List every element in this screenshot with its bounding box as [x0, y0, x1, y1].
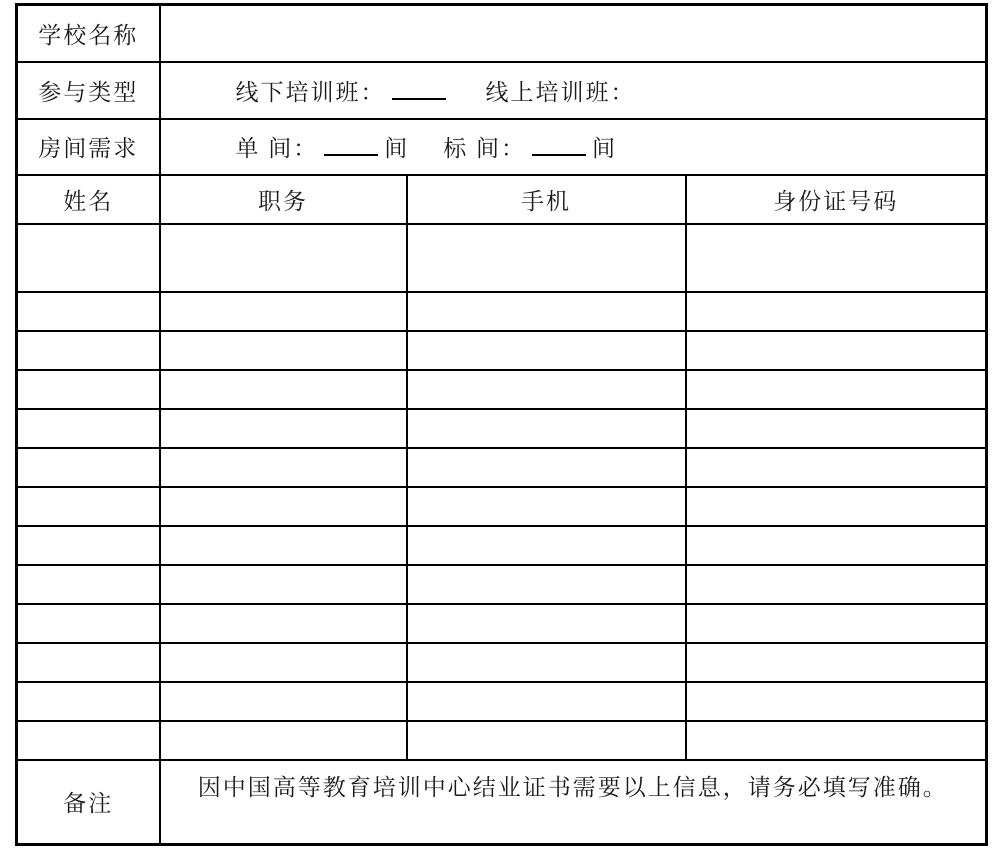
roster-cell	[407, 682, 686, 721]
roster-cell	[407, 604, 686, 643]
roster-cell	[160, 331, 407, 370]
roster-cell	[17, 643, 160, 682]
single-room-blank	[324, 134, 378, 156]
roster-cell	[407, 224, 686, 292]
roster-cell	[686, 409, 987, 448]
roster-cell	[686, 643, 987, 682]
roster-header-id-number: 身份证号码	[686, 175, 987, 224]
roster-row	[17, 331, 987, 370]
online-class-label: 线上培训班：	[485, 79, 636, 105]
roster-cell	[407, 292, 686, 331]
offline-class-blank	[392, 78, 446, 100]
roster-row	[17, 487, 987, 526]
roster-cell	[407, 526, 686, 565]
roster-cell	[686, 292, 987, 331]
standard-room-suffix: 间	[592, 136, 617, 161]
single-room-label: 单 间：	[235, 136, 319, 161]
roster-cell	[17, 487, 160, 526]
roster-cell	[160, 370, 407, 409]
roster-cell	[160, 565, 407, 604]
school-name-value-cell	[160, 5, 987, 62]
roster-cell	[686, 487, 987, 526]
roster-row	[17, 448, 987, 487]
roster-row	[17, 292, 987, 331]
roster-cell	[686, 224, 987, 292]
roster-cell	[17, 604, 160, 643]
single-room-suffix: 间	[384, 136, 410, 161]
roster-cell	[17, 448, 160, 487]
roster-cell	[17, 224, 160, 292]
roster-cell	[407, 409, 686, 448]
roster-cell	[686, 682, 987, 721]
remark-row	[17, 760, 987, 845]
roster-cell	[17, 409, 160, 448]
roster-cell	[686, 448, 987, 487]
roster-cell	[686, 526, 987, 565]
room-requirement-content-cell	[160, 119, 987, 175]
roster-row	[17, 409, 987, 448]
roster-cell	[160, 643, 407, 682]
roster-row	[17, 682, 987, 721]
roster-cell	[686, 604, 987, 643]
roster-header-name: 姓名	[17, 175, 160, 224]
remark-label: 备注	[17, 760, 160, 845]
registration-form-table	[15, 3, 988, 846]
roster-cell	[686, 370, 987, 409]
roster-cell	[160, 292, 407, 331]
school-name-label: 学校名称	[17, 5, 160, 62]
roster-row	[17, 526, 987, 565]
participation-row	[17, 62, 987, 119]
roster-cell	[17, 565, 160, 604]
roster-row	[17, 643, 987, 682]
roster-cell	[407, 565, 686, 604]
roster-header-mobile: 手机	[407, 175, 686, 224]
roster-header-position: 职务	[160, 175, 407, 224]
roster-header-row	[17, 175, 987, 224]
room-requirement-label: 房间需求	[17, 119, 160, 175]
roster-row	[17, 370, 987, 409]
roster-cell	[160, 448, 407, 487]
roster-cell	[407, 721, 686, 760]
roster-cell	[160, 721, 407, 760]
roster-cell	[17, 721, 160, 760]
roster-cell	[160, 224, 407, 292]
standard-room-label: 标 间：	[443, 136, 526, 161]
roster-cell	[17, 682, 160, 721]
roster-cell	[17, 370, 160, 409]
roster-cell	[160, 682, 407, 721]
roster-row	[17, 604, 987, 643]
remark-text: 因中国高等教育培训中心结业证书需要以上信息，请务必填写准确。	[160, 760, 987, 845]
standard-room-blank	[532, 134, 586, 156]
roster-cell	[407, 643, 686, 682]
roster-cell	[17, 292, 160, 331]
roster-cell	[686, 331, 987, 370]
roster-cell	[407, 370, 686, 409]
roster-cell	[160, 604, 407, 643]
school-name-row	[17, 5, 987, 62]
room-requirement-row	[17, 119, 987, 175]
roster-cell	[17, 526, 160, 565]
roster-empty-rows	[17, 224, 987, 760]
offline-class-label: 线下培训班：	[235, 79, 386, 105]
roster-cell	[17, 331, 160, 370]
roster-cell	[160, 409, 407, 448]
roster-cell	[407, 448, 686, 487]
roster-cell	[407, 487, 686, 526]
roster-cell	[686, 565, 987, 604]
roster-cell	[160, 526, 407, 565]
participation-label: 参与类型	[17, 62, 160, 119]
roster-row	[17, 224, 987, 292]
roster-row	[17, 565, 987, 604]
participation-content-cell	[160, 62, 987, 119]
roster-cell	[160, 487, 407, 526]
roster-cell	[686, 721, 987, 760]
roster-cell	[407, 331, 686, 370]
roster-row	[17, 721, 987, 760]
